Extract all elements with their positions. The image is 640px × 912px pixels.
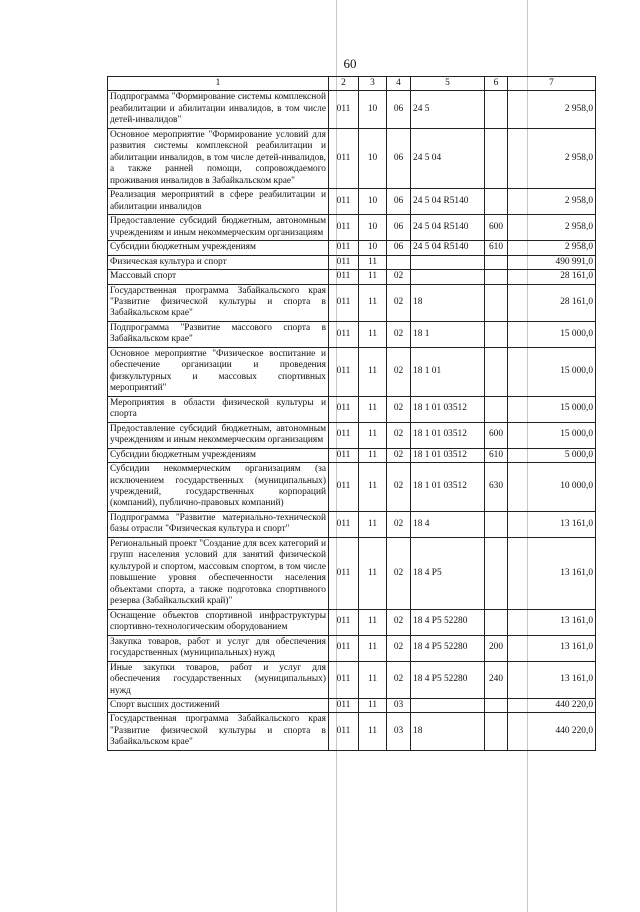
admin-code-cell: 011 <box>329 189 359 215</box>
amount-cell: 2 958,0 <box>508 91 596 128</box>
table-row <box>108 713 596 750</box>
target-article-cell: 18 1 01 03512 <box>411 463 485 512</box>
row-name-cell: Физическая культура и спорт <box>108 255 329 269</box>
expense-type-cell <box>485 270 508 284</box>
admin-code-cell: 011 <box>329 463 359 512</box>
subsection-cell: 02 <box>387 422 411 448</box>
expense-type-cell <box>485 255 508 269</box>
row-name-cell: Подпрограмма "Формирование системы комплексной реабилитации и абилитации инвалидов, в том числе детей-инвалидов" <box>108 91 329 128</box>
section-cell: 11 <box>359 661 387 698</box>
row-name-cell: Государственная программа Забайкальского края "Развитие физической культуры и спорта в Забайкальском крае" <box>108 713 329 750</box>
table-row <box>108 635 596 661</box>
table-row <box>108 215 596 241</box>
section-cell: 11 <box>359 537 387 609</box>
section-cell: 11 <box>359 463 387 512</box>
section-cell: 11 <box>359 284 387 321</box>
subsection-cell: 02 <box>387 537 411 609</box>
target-article-cell: 18 1 <box>411 321 485 347</box>
target-article-cell: 18 1 01 <box>411 347 485 396</box>
subsection-cell: 02 <box>387 270 411 284</box>
row-name-cell: Подпрограмма "Развитие материально-технической базы отрасли "Физическая культура и спорт" <box>108 511 329 537</box>
section-cell: 11 <box>359 422 387 448</box>
table-row <box>108 241 596 255</box>
subsection-cell: 02 <box>387 463 411 512</box>
amount-cell: 2 958,0 <box>508 128 596 188</box>
admin-code-cell: 011 <box>329 661 359 698</box>
amount-cell: 28 161,0 <box>508 284 596 321</box>
admin-code-cell: 011 <box>329 270 359 284</box>
table-row <box>108 91 596 128</box>
row-name-cell: Государственная программа Забайкальского края "Развитие физической культуры и спорта в Забайкальском крае" <box>108 284 329 321</box>
section-cell: 10 <box>359 215 387 241</box>
expense-type-cell <box>485 284 508 321</box>
amount-cell: 15 000,0 <box>508 422 596 448</box>
table-row <box>108 255 596 269</box>
column-header: 7 <box>508 77 596 91</box>
expense-type-cell <box>485 189 508 215</box>
table-row <box>108 661 596 698</box>
target-article-cell: 24 5 04 R5140 <box>411 189 485 215</box>
target-article-cell: 18 <box>411 284 485 321</box>
row-name-cell: Мероприятия в области физической культуры и спорта <box>108 396 329 422</box>
amount-cell: 2 958,0 <box>508 241 596 255</box>
row-name-cell: Основное мероприятие "Формирование условий для развития системы комплексной реабилитации и абилитации инвалидов, в том числе детей-инвалидов, а также ранней помощи, сопровождаемого проживания инвалидов в Забайкальском крае" <box>108 128 329 188</box>
section-cell: 11 <box>359 270 387 284</box>
column-header: 5 <box>411 77 485 91</box>
expense-type-cell: 610 <box>485 241 508 255</box>
subsection-cell: 06 <box>387 128 411 188</box>
section-cell: 11 <box>359 698 387 712</box>
subsection-cell <box>387 255 411 269</box>
table-row <box>108 128 596 188</box>
amount-cell: 2 958,0 <box>508 189 596 215</box>
amount-cell: 13 161,0 <box>508 511 596 537</box>
table-row <box>108 537 596 609</box>
expense-type-cell <box>485 396 508 422</box>
amount-cell: 28 161,0 <box>508 270 596 284</box>
admin-code-cell: 011 <box>329 91 359 128</box>
table-row <box>108 609 596 635</box>
table-row <box>108 448 596 462</box>
expense-type-cell <box>485 713 508 750</box>
amount-cell: 13 161,0 <box>508 537 596 609</box>
target-article-cell: 18 1 01 03512 <box>411 422 485 448</box>
subsection-cell: 02 <box>387 284 411 321</box>
admin-code-cell: 011 <box>329 255 359 269</box>
amount-cell: 13 161,0 <box>508 661 596 698</box>
subsection-cell: 02 <box>387 609 411 635</box>
column-header: 2 <box>329 77 359 91</box>
row-name-cell: Основное мероприятие "Физическое воспитание и обеспечение организации и проведения физкультурных и массовых спортивных мероприятий" <box>108 347 329 396</box>
admin-code-cell: 011 <box>329 284 359 321</box>
admin-code-cell: 011 <box>329 698 359 712</box>
target-article-cell: 18 <box>411 713 485 750</box>
admin-code-cell: 011 <box>329 511 359 537</box>
admin-code-cell: 011 <box>329 321 359 347</box>
target-article-cell: 18 1 01 03512 <box>411 396 485 422</box>
amount-cell: 13 161,0 <box>508 609 596 635</box>
admin-code-cell: 011 <box>329 128 359 188</box>
section-cell: 11 <box>359 448 387 462</box>
admin-code-cell: 011 <box>329 448 359 462</box>
row-name-cell: Массовый спорт <box>108 270 329 284</box>
page-number: 60 <box>343 56 357 71</box>
table-row <box>108 189 596 215</box>
subsection-cell: 03 <box>387 713 411 750</box>
row-name-cell: Реализация мероприятий в сфере реабилитации и абилитации инвалидов <box>108 189 329 215</box>
subsection-cell: 02 <box>387 396 411 422</box>
admin-code-cell: 011 <box>329 215 359 241</box>
expense-type-cell: 600 <box>485 215 508 241</box>
expense-type-cell <box>485 91 508 128</box>
subsection-cell: 02 <box>387 635 411 661</box>
row-name-cell: Субсидии бюджетным учреждениям <box>108 448 329 462</box>
target-article-cell: 24 5 04 R5140 <box>411 215 485 241</box>
row-name-cell: Закупка товаров, работ и услуг для обеспечения государственных (муниципальных) нужд <box>108 635 329 661</box>
subsection-cell: 02 <box>387 448 411 462</box>
target-article-cell <box>411 698 485 712</box>
row-name-cell: Региональный проект "Создание для всех категорий и групп населения условий для занятий физической культурой и спортом, массовым спортом, в том числе повышение уровня обеспеченности населения объектами спорта, а также подготовка спортивного резерва (Забайкальский край)" <box>108 537 329 609</box>
table-row <box>108 270 596 284</box>
expense-type-cell: 240 <box>485 661 508 698</box>
target-article-cell: 18 4 P5 52280 <box>411 661 485 698</box>
column-header: 4 <box>387 77 411 91</box>
table-row <box>108 511 596 537</box>
expense-type-cell <box>485 537 508 609</box>
subsection-cell: 03 <box>387 698 411 712</box>
target-article-cell: 18 4 P5 <box>411 537 485 609</box>
target-article-cell: 24 5 04 R5140 <box>411 241 485 255</box>
section-cell: 10 <box>359 128 387 188</box>
section-cell: 11 <box>359 347 387 396</box>
target-article-cell: 18 4 P5 52280 <box>411 635 485 661</box>
table-row <box>108 422 596 448</box>
section-cell: 11 <box>359 609 387 635</box>
expense-type-cell <box>485 609 508 635</box>
expense-type-cell <box>485 128 508 188</box>
section-cell: 10 <box>359 241 387 255</box>
amount-cell: 15 000,0 <box>508 321 596 347</box>
target-article-cell: 18 4 P5 52280 <box>411 609 485 635</box>
section-cell: 11 <box>359 255 387 269</box>
column-header: 6 <box>485 77 508 91</box>
row-name-cell: Субсидии некоммерческим организациям (за исключением государственных (муниципальных) учреждений, государственных корпораций (компаний), публично-правовых компаний) <box>108 463 329 512</box>
section-cell: 10 <box>359 91 387 128</box>
subsection-cell: 02 <box>387 511 411 537</box>
amount-cell: 490 991,0 <box>508 255 596 269</box>
target-article-cell <box>411 270 485 284</box>
subsection-cell: 06 <box>387 215 411 241</box>
admin-code-cell: 011 <box>329 609 359 635</box>
column-header: 1 <box>108 77 329 91</box>
row-name-cell: Иные закупки товаров, работ и услуг для обеспечения государственных (муниципальных) нужд <box>108 661 329 698</box>
row-name-cell: Спорт высших достижений <box>108 698 329 712</box>
table-header-row <box>108 77 596 91</box>
expense-type-cell: 630 <box>485 463 508 512</box>
row-name-cell: Предоставление субсидий бюджетным, автономным учреждениям и иным некоммерческим организациям <box>108 215 329 241</box>
amount-cell: 440 220,0 <box>508 713 596 750</box>
budget-table <box>107 76 596 751</box>
section-cell: 11 <box>359 396 387 422</box>
target-article-cell: 24 5 <box>411 91 485 128</box>
section-cell: 11 <box>359 713 387 750</box>
section-cell: 11 <box>359 511 387 537</box>
section-cell: 11 <box>359 635 387 661</box>
table-body <box>108 91 596 750</box>
subsection-cell: 02 <box>387 661 411 698</box>
admin-code-cell: 011 <box>329 241 359 255</box>
expense-type-cell <box>485 511 508 537</box>
admin-code-cell: 011 <box>329 713 359 750</box>
expense-type-cell <box>485 698 508 712</box>
amount-cell: 15 000,0 <box>508 396 596 422</box>
subsection-cell: 02 <box>387 347 411 396</box>
expense-type-cell: 600 <box>485 422 508 448</box>
target-article-cell: 24 5 04 <box>411 128 485 188</box>
table-row <box>108 698 596 712</box>
admin-code-cell: 011 <box>329 396 359 422</box>
expense-type-cell <box>485 347 508 396</box>
table-row <box>108 463 596 512</box>
admin-code-cell: 011 <box>329 422 359 448</box>
section-cell: 11 <box>359 321 387 347</box>
table-row <box>108 396 596 422</box>
amount-cell: 5 000,0 <box>508 448 596 462</box>
row-name-cell: Предоставление субсидий бюджетным, автономным учреждениям и иным некоммерческим организациям <box>108 422 329 448</box>
amount-cell: 10 000,0 <box>508 463 596 512</box>
amount-cell: 2 958,0 <box>508 215 596 241</box>
subsection-cell: 06 <box>387 189 411 215</box>
column-header: 3 <box>359 77 387 91</box>
table-row <box>108 284 596 321</box>
expense-type-cell: 200 <box>485 635 508 661</box>
row-name-cell: Подпрограмма "Развитие массового спорта в Забайкальском крае" <box>108 321 329 347</box>
amount-cell: 15 000,0 <box>508 347 596 396</box>
row-name-cell: Субсидии бюджетным учреждениям <box>108 241 329 255</box>
amount-cell: 440 220,0 <box>508 698 596 712</box>
table-row <box>108 321 596 347</box>
target-article-cell <box>411 255 485 269</box>
table-row <box>108 347 596 396</box>
expense-type-cell: 610 <box>485 448 508 462</box>
amount-cell: 13 161,0 <box>508 635 596 661</box>
row-name-cell: Оснащение объектов спортивной инфраструктуры спортивно-технологическим оборудованием <box>108 609 329 635</box>
subsection-cell: 02 <box>387 321 411 347</box>
section-cell: 10 <box>359 189 387 215</box>
admin-code-cell: 011 <box>329 635 359 661</box>
expense-type-cell <box>485 321 508 347</box>
admin-code-cell: 011 <box>329 537 359 609</box>
subsection-cell: 06 <box>387 241 411 255</box>
subsection-cell: 06 <box>387 91 411 128</box>
admin-code-cell: 011 <box>329 347 359 396</box>
target-article-cell: 18 1 01 03512 <box>411 448 485 462</box>
target-article-cell: 18 4 <box>411 511 485 537</box>
